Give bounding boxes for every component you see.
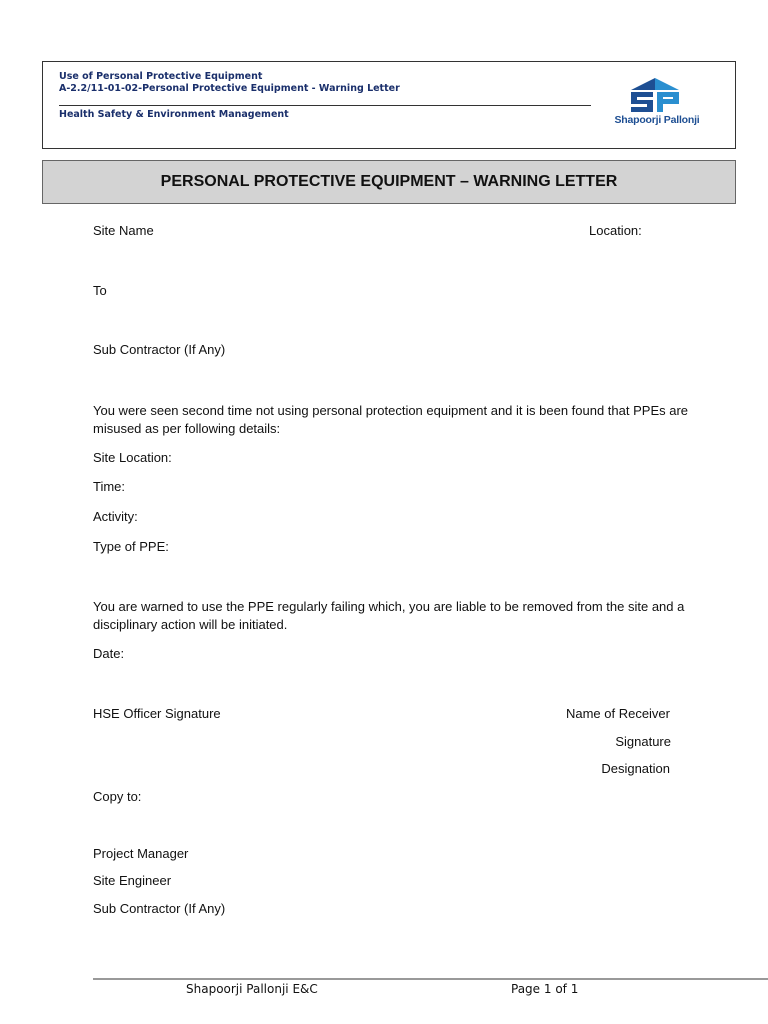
header-department: Health Safety & Environment Management [59, 109, 289, 120]
footer-page-number: Page 1 of 1 [511, 982, 579, 996]
designation-label: Designation [601, 761, 670, 776]
footer-divider [93, 978, 768, 980]
header-topic: Use of Personal Protective Equipment [59, 71, 263, 82]
warning-paragraph: You were seen second time not using personal protection equipment and it is been found that PPEs are misused as per following details: [93, 403, 689, 436]
copy-to-item: Site Engineer [93, 873, 172, 888]
sp-logo-icon [609, 76, 705, 116]
type-of-ppe-label: Type of PPE: [93, 539, 169, 554]
location-label: Location: [589, 223, 642, 238]
site-name-label: Site Name [93, 223, 154, 238]
copy-to-item: Project Manager [93, 846, 189, 861]
sub-contractor-label: Sub Contractor (If Any) [93, 342, 226, 357]
hse-officer-signature-label: HSE Officer Signature [93, 706, 221, 721]
site-location-label: Site Location: [93, 450, 172, 465]
title-banner [42, 160, 736, 204]
name-of-receiver-label: Name of Receiver [565, 706, 670, 721]
page-title: PERSONAL PROTECTIVE EQUIPMENT – WARNING LETTER [160, 173, 618, 190]
logo-text: Shapoorji Pallonji [614, 114, 700, 126]
copy-to-label: Copy to: [93, 789, 142, 804]
footer-company: Shapoorji Pallonji E&C [186, 982, 318, 996]
header-document-code: A-2.2/11-01-02-Personal Protective Equipment - Warning Letter [59, 83, 400, 94]
to-label: To [93, 283, 107, 298]
activity-label: Activity: [93, 509, 138, 524]
header-divider [59, 105, 591, 106]
company-logo [609, 76, 705, 132]
document-header [42, 61, 736, 149]
disciplinary-paragraph: You are warned to use the PPE regularly failing which, you are liable to be removed from the site and a disciplinary action will be initiated. [93, 599, 685, 632]
time-label: Time: [93, 479, 126, 494]
copy-to-item: Sub Contractor (If Any) [93, 901, 226, 916]
date-label: Date: [93, 646, 125, 661]
signature-label: Signature [615, 734, 671, 749]
